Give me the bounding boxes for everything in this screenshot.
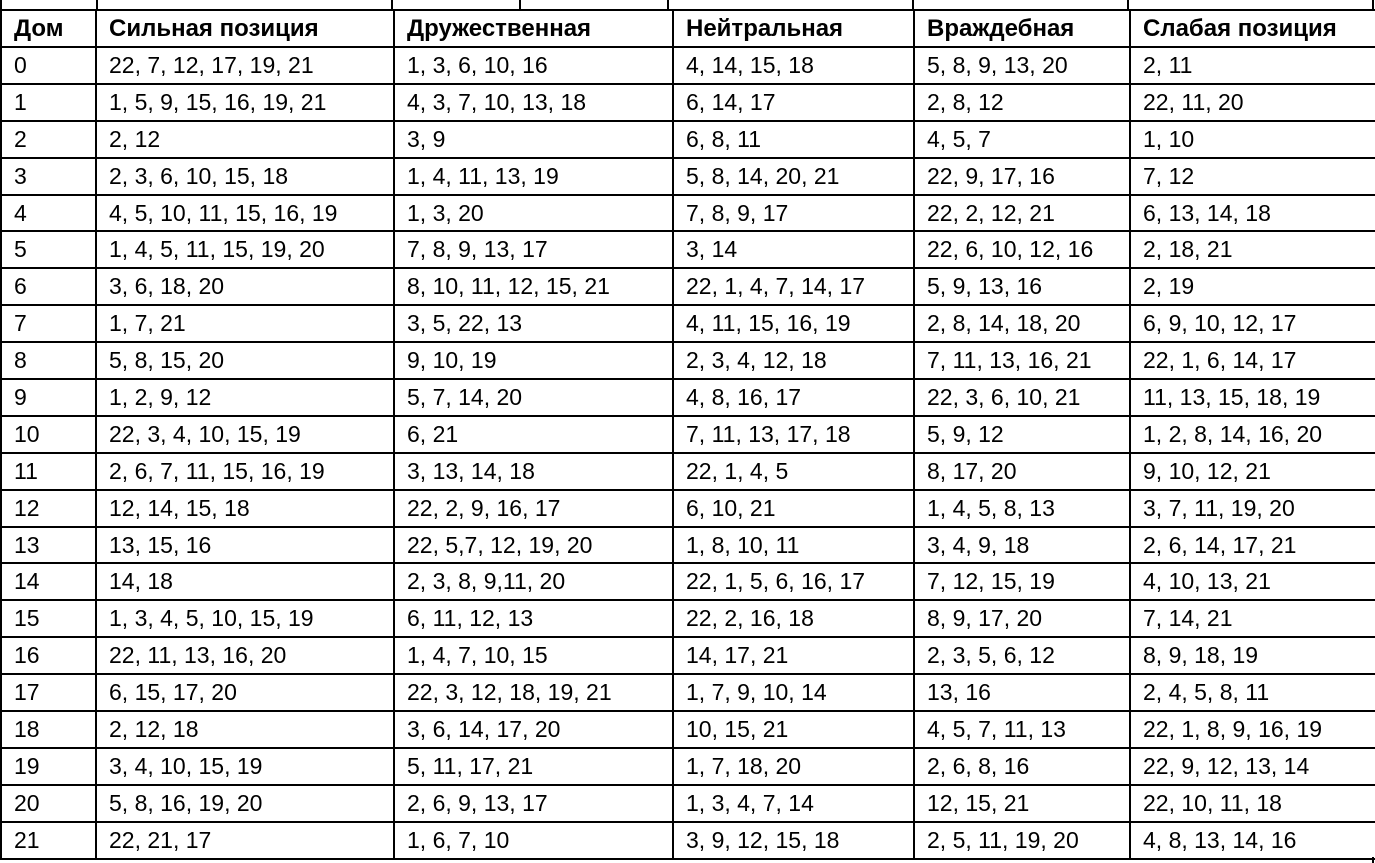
planet-list-cell: 12, 15, 21 xyxy=(914,785,1130,822)
table-row xyxy=(1,711,1375,748)
planet-list-cell: 1, 2, 9, 12 xyxy=(96,379,394,416)
house-number-cell: 6 xyxy=(1,268,96,305)
planet-list-cell: 7, 12 xyxy=(1130,158,1375,195)
planet-list-cell: 3, 6, 18, 20 xyxy=(96,268,394,305)
planet-list-cell: 1, 4, 5, 8, 13 xyxy=(914,490,1130,527)
table-row xyxy=(1,84,1375,121)
table-row xyxy=(1,674,1375,711)
planet-list-cell: 2, 3, 8, 9,11, 20 xyxy=(394,563,673,600)
table-row xyxy=(1,600,1375,637)
planet-list-cell: 6, 10, 21 xyxy=(673,490,914,527)
planet-list-cell: 1, 4, 5, 11, 15, 19, 20 xyxy=(96,231,394,268)
house-number-cell: 7 xyxy=(1,305,96,342)
planet-list-cell: 22, 5,7, 12, 19, 20 xyxy=(394,527,673,564)
planet-list-cell: 1, 5, 9, 15, 16, 19, 21 xyxy=(96,84,394,121)
planet-list-cell: 5, 8, 16, 19, 20 xyxy=(96,785,394,822)
planet-list-cell: 2, 3, 6, 10, 15, 18 xyxy=(96,158,394,195)
planet-list-cell: 2, 4, 5, 8, 11 xyxy=(1130,674,1375,711)
planet-list-cell: 12, 14, 15, 18 xyxy=(96,490,394,527)
planet-list-cell: 22, 6, 10, 12, 16 xyxy=(914,231,1130,268)
column-header-friendly: Дружественная xyxy=(394,10,673,47)
house-number-cell: 11 xyxy=(1,453,96,490)
planet-list-cell: 1, 10 xyxy=(1130,121,1375,158)
table-row xyxy=(1,785,1375,822)
planet-list-cell: 2, 5, 11, 19, 20 xyxy=(914,822,1130,859)
planet-list-cell: 22, 7, 12, 17, 19, 21 xyxy=(96,47,394,84)
table-row xyxy=(1,416,1375,453)
planet-list-cell: 1, 4, 7, 10, 15 xyxy=(394,637,673,674)
planet-list-cell: 6, 21 xyxy=(394,416,673,453)
planet-list-cell: 2, 19 xyxy=(1130,268,1375,305)
house-number-cell: 3 xyxy=(1,158,96,195)
planet-list-cell: 3, 9, 12, 15, 18 xyxy=(673,822,914,859)
planet-list-cell: 4, 5, 7, 11, 13 xyxy=(914,711,1130,748)
table-border-fragment xyxy=(667,0,669,9)
planet-list-cell: 13, 15, 16 xyxy=(96,527,394,564)
house-number-cell: 14 xyxy=(1,563,96,600)
planet-list-cell: 7, 12, 15, 19 xyxy=(914,563,1130,600)
column-header-hostile: Враждебная xyxy=(914,10,1130,47)
planet-list-cell: 8, 9, 18, 19 xyxy=(1130,637,1375,674)
planet-list-cell: 7, 11, 13, 17, 18 xyxy=(673,416,914,453)
planet-list-cell: 6, 8, 11 xyxy=(673,121,914,158)
house-number-cell: 4 xyxy=(1,195,96,232)
table-row xyxy=(1,490,1375,527)
planet-list-cell: 4, 11, 15, 16, 19 xyxy=(673,305,914,342)
planet-list-cell: 4, 8, 13, 14, 16 xyxy=(1130,822,1375,859)
planet-list-cell: 3, 4, 9, 18 xyxy=(914,527,1130,564)
table-border-fragment xyxy=(0,0,2,9)
table-border-fragment xyxy=(912,0,914,9)
planet-list-cell: 22, 3, 6, 10, 21 xyxy=(914,379,1130,416)
planet-list-cell: 5, 7, 14, 20 xyxy=(394,379,673,416)
house-number-cell: 5 xyxy=(1,231,96,268)
table-row xyxy=(1,121,1375,158)
planet-list-cell: 22, 1, 4, 7, 14, 17 xyxy=(673,268,914,305)
table-body xyxy=(1,47,1375,859)
planet-list-cell: 3, 7, 11, 19, 20 xyxy=(1130,490,1375,527)
house-number-cell: 10 xyxy=(1,416,96,453)
planet-list-cell: 10, 15, 21 xyxy=(673,711,914,748)
planet-list-cell: 2, 6, 8, 16 xyxy=(914,748,1130,785)
planet-list-cell: 4, 8, 16, 17 xyxy=(673,379,914,416)
table-border-fragment xyxy=(1127,0,1129,9)
table-row xyxy=(1,379,1375,416)
planet-list-cell: 8, 9, 17, 20 xyxy=(914,600,1130,637)
table-row xyxy=(1,47,1375,84)
planet-list-cell: 22, 1, 4, 5 xyxy=(673,453,914,490)
planet-list-cell: 11, 13, 15, 18, 19 xyxy=(1130,379,1375,416)
house-number-cell: 13 xyxy=(1,527,96,564)
planet-list-cell: 1, 7, 18, 20 xyxy=(673,748,914,785)
table-border-fragment xyxy=(391,0,393,9)
planet-list-cell: 2, 12, 18 xyxy=(96,711,394,748)
planet-list-cell: 4, 5, 7 xyxy=(914,121,1130,158)
planet-list-cell: 2, 6, 7, 11, 15, 16, 19 xyxy=(96,453,394,490)
planet-list-cell: 2, 3, 4, 12, 18 xyxy=(673,342,914,379)
planet-list-cell: 5, 8, 9, 13, 20 xyxy=(914,47,1130,84)
planet-list-cell: 3, 6, 14, 17, 20 xyxy=(394,711,673,748)
planet-list-cell: 6, 14, 17 xyxy=(673,84,914,121)
house-number-cell: 21 xyxy=(1,822,96,859)
planet-list-cell: 1, 3, 4, 7, 14 xyxy=(673,785,914,822)
planet-list-cell: 22, 1, 6, 14, 17 xyxy=(1130,342,1375,379)
planet-list-cell: 1, 4, 11, 13, 19 xyxy=(394,158,673,195)
planet-list-cell: 22, 11, 13, 16, 20 xyxy=(96,637,394,674)
positions-table xyxy=(0,9,1375,860)
planet-list-cell: 6, 11, 12, 13 xyxy=(394,600,673,637)
planet-list-cell: 4, 10, 13, 21 xyxy=(1130,563,1375,600)
table-row xyxy=(1,158,1375,195)
table-row xyxy=(1,305,1375,342)
planet-list-cell: 1, 7, 9, 10, 14 xyxy=(673,674,914,711)
table-border-fragment xyxy=(1372,0,1374,9)
table-row xyxy=(1,342,1375,379)
planet-list-cell: 2, 8, 14, 18, 20 xyxy=(914,305,1130,342)
planet-list-cell: 22, 2, 12, 21 xyxy=(914,195,1130,232)
planet-list-cell: 2, 6, 9, 13, 17 xyxy=(394,785,673,822)
planet-list-cell: 2, 3, 5, 6, 12 xyxy=(914,637,1130,674)
planet-list-cell: 2, 12 xyxy=(96,121,394,158)
planet-list-cell: 1, 3, 4, 5, 10, 15, 19 xyxy=(96,600,394,637)
planet-list-cell: 22, 11, 20 xyxy=(1130,84,1375,121)
planet-list-cell: 22, 9, 12, 13, 14 xyxy=(1130,748,1375,785)
planet-list-cell: 3, 5, 22, 13 xyxy=(394,305,673,342)
column-header-strong: Сильная позиция xyxy=(96,10,394,47)
planet-list-cell: 3, 13, 14, 18 xyxy=(394,453,673,490)
house-number-cell: 19 xyxy=(1,748,96,785)
house-number-cell: 1 xyxy=(1,84,96,121)
table-row xyxy=(1,195,1375,232)
planet-list-cell: 7, 8, 9, 17 xyxy=(673,195,914,232)
planet-list-cell: 3, 9 xyxy=(394,121,673,158)
house-number-cell: 18 xyxy=(1,711,96,748)
planet-list-cell: 22, 10, 11, 18 xyxy=(1130,785,1375,822)
planet-list-cell: 7, 14, 21 xyxy=(1130,600,1375,637)
planet-list-cell: 14, 18 xyxy=(96,563,394,600)
table-border-fragment xyxy=(96,0,98,9)
column-header-house: Дом xyxy=(1,10,96,47)
planet-list-cell: 8, 17, 20 xyxy=(914,453,1130,490)
table-row xyxy=(1,231,1375,268)
planet-list-cell: 22, 9, 17, 16 xyxy=(914,158,1130,195)
planet-list-cell: 2, 18, 21 xyxy=(1130,231,1375,268)
table-row xyxy=(1,822,1375,859)
planet-list-cell: 22, 2, 9, 16, 17 xyxy=(394,490,673,527)
planet-list-cell: 22, 3, 4, 10, 15, 19 xyxy=(96,416,394,453)
planet-list-cell: 9, 10, 12, 21 xyxy=(1130,453,1375,490)
planet-list-cell: 1, 3, 6, 10, 16 xyxy=(394,47,673,84)
table-row xyxy=(1,563,1375,600)
house-number-cell: 2 xyxy=(1,121,96,158)
header-row xyxy=(1,10,1375,47)
planet-list-cell: 3, 14 xyxy=(673,231,914,268)
planet-list-cell: 1, 2, 8, 14, 16, 20 xyxy=(1130,416,1375,453)
planet-list-cell: 1, 7, 21 xyxy=(96,305,394,342)
planet-list-cell: 9, 10, 19 xyxy=(394,342,673,379)
planet-list-cell: 1, 8, 10, 11 xyxy=(673,527,914,564)
planet-list-cell: 6, 13, 14, 18 xyxy=(1130,195,1375,232)
planet-list-cell: 2, 11 xyxy=(1130,47,1375,84)
planet-list-cell: 13, 16 xyxy=(914,674,1130,711)
planet-list-cell: 22, 3, 12, 18, 19, 21 xyxy=(394,674,673,711)
table-row xyxy=(1,268,1375,305)
table-row xyxy=(1,637,1375,674)
table-row xyxy=(1,748,1375,785)
planet-list-cell: 4, 3, 7, 10, 13, 18 xyxy=(394,84,673,121)
house-number-cell: 15 xyxy=(1,600,96,637)
planet-list-cell: 22, 1, 5, 6, 16, 17 xyxy=(673,563,914,600)
house-number-cell: 16 xyxy=(1,637,96,674)
table-border-fragment xyxy=(1372,857,1374,863)
cropped-row-above xyxy=(0,0,1375,9)
planet-list-cell: 4, 14, 15, 18 xyxy=(673,47,914,84)
house-number-cell: 0 xyxy=(1,47,96,84)
planet-list-cell: 14, 17, 21 xyxy=(673,637,914,674)
planet-list-cell: 5, 8, 14, 20, 21 xyxy=(673,158,914,195)
planet-list-cell: 5, 9, 13, 16 xyxy=(914,268,1130,305)
house-number-cell: 9 xyxy=(1,379,96,416)
planet-list-cell: 7, 8, 9, 13, 17 xyxy=(394,231,673,268)
column-header-weak: Слабая позиция xyxy=(1130,10,1375,47)
planet-list-cell: 4, 5, 10, 11, 15, 16, 19 xyxy=(96,195,394,232)
column-header-neutral: Нейтральная xyxy=(673,10,914,47)
planet-list-cell: 22, 2, 16, 18 xyxy=(673,600,914,637)
planet-list-cell: 22, 1, 8, 9, 16, 19 xyxy=(1130,711,1375,748)
planet-list-cell: 6, 15, 17, 20 xyxy=(96,674,394,711)
planet-list-cell: 5, 11, 17, 21 xyxy=(394,748,673,785)
planet-list-cell: 3, 4, 10, 15, 19 xyxy=(96,748,394,785)
planet-list-cell: 1, 6, 7, 10 xyxy=(394,822,673,859)
table-border-fragment xyxy=(519,0,521,9)
planet-list-cell: 1, 3, 20 xyxy=(394,195,673,232)
house-number-cell: 12 xyxy=(1,490,96,527)
house-number-cell: 17 xyxy=(1,674,96,711)
planet-list-cell: 5, 8, 15, 20 xyxy=(96,342,394,379)
planet-list-cell: 6, 9, 10, 12, 17 xyxy=(1130,305,1375,342)
planet-list-cell: 22, 21, 17 xyxy=(96,822,394,859)
house-number-cell: 20 xyxy=(1,785,96,822)
planet-list-cell: 5, 9, 12 xyxy=(914,416,1130,453)
planet-list-cell: 7, 11, 13, 16, 21 xyxy=(914,342,1130,379)
table-row xyxy=(1,527,1375,564)
table-row xyxy=(1,453,1375,490)
house-number-cell: 8 xyxy=(1,342,96,379)
planet-list-cell: 2, 8, 12 xyxy=(914,84,1130,121)
planet-list-cell: 8, 10, 11, 12, 15, 21 xyxy=(394,268,673,305)
planet-list-cell: 2, 6, 14, 17, 21 xyxy=(1130,527,1375,564)
